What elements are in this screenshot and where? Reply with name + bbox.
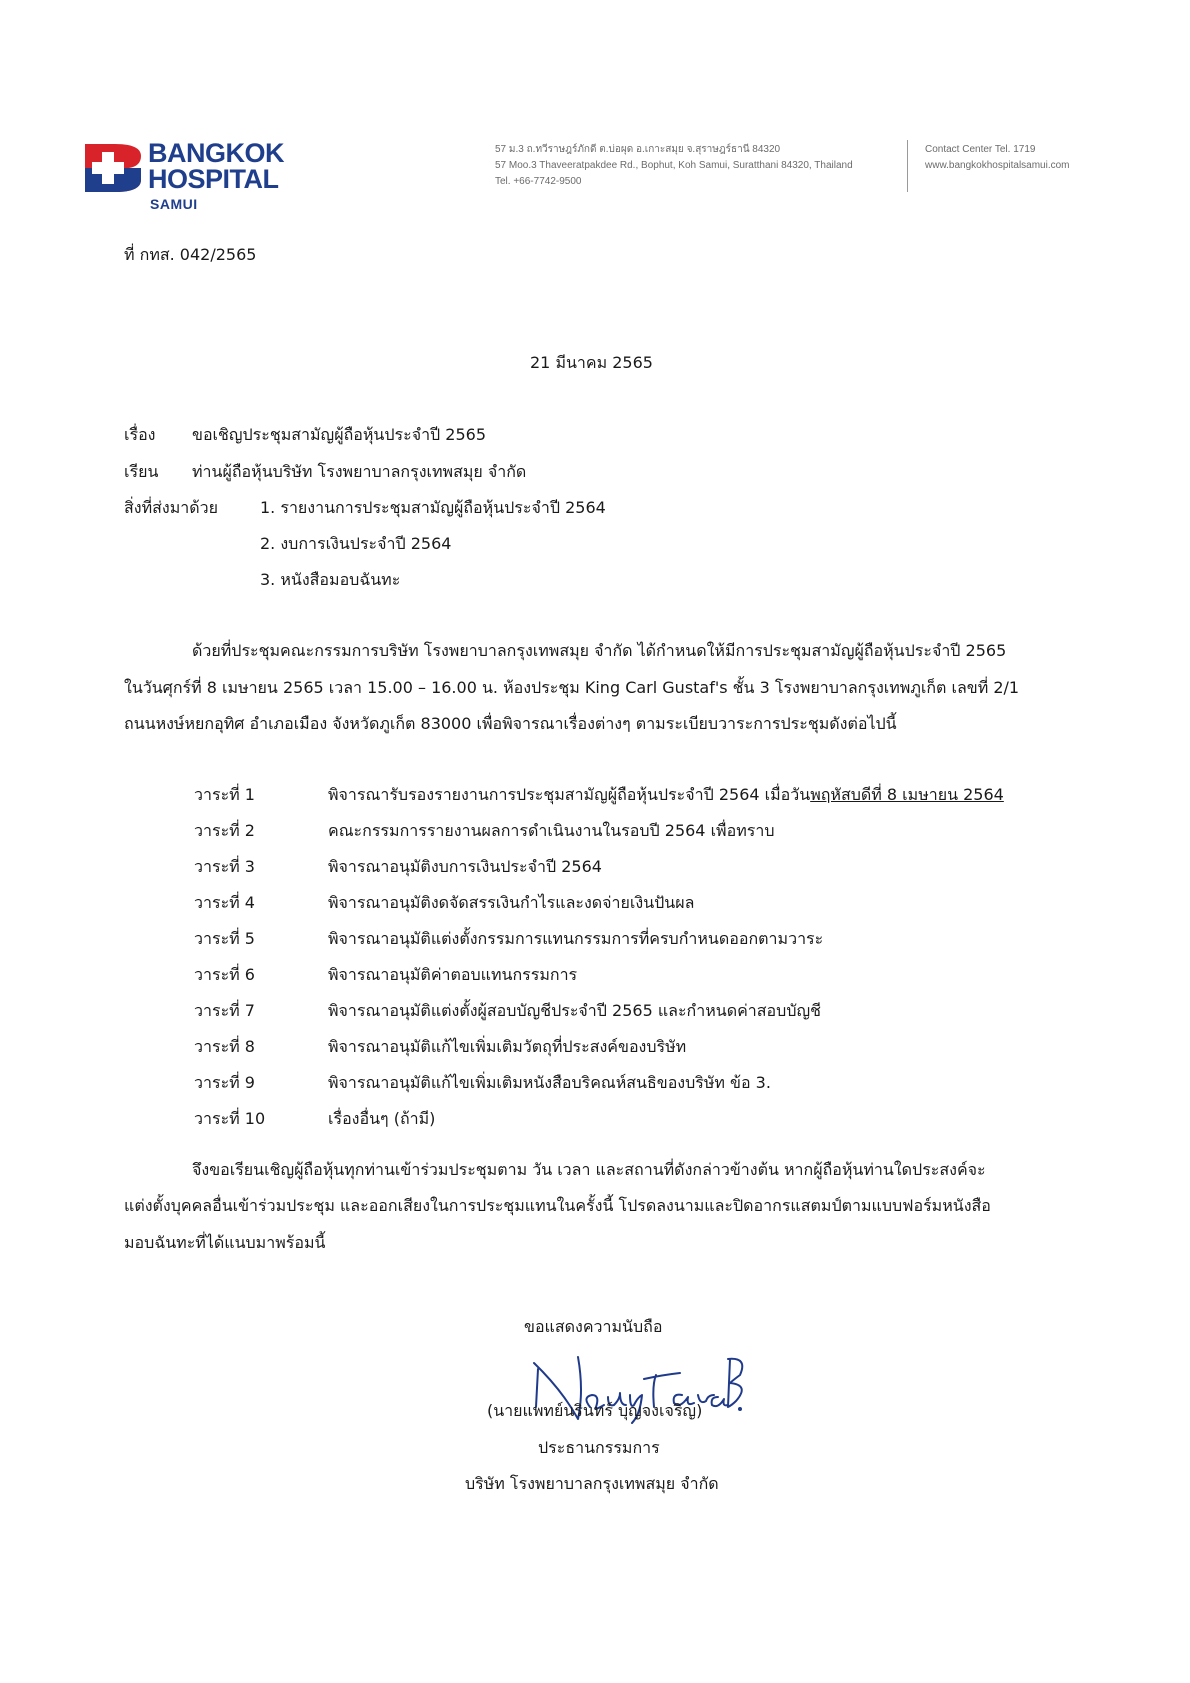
intro-line-3: ถนนหงษ์หยกอุทิศ อำเภอเมือง จังหวัดภูเก็ต 83000 เพื่อพิจารณาเรื่องต่างๆ ตามระเบียบวาระการประชุมดังต่อไปนี้ <box>124 714 897 733</box>
agenda-text: พิจารณาอนุมัติแก้ไขเพิ่มเติมวัตถุที่ประสงค์ของบริษัท <box>328 1037 687 1056</box>
agenda-text: พิจารณาอนุมัติงดจัดสรรเงินกำไรและงดจ่ายเงินปันผล <box>328 893 695 912</box>
contact-center: Contact Center Tel. 1719 <box>925 144 1036 155</box>
agenda-label: วาระที่ 3 <box>194 857 255 876</box>
agenda-text: พิจารณาอนุมัติแต่งตั้งกรรมการแทนกรรมการที่ครบกำหนดออกตามวาระ <box>328 929 824 948</box>
website: www.bangkokhospitalsamui.com <box>925 160 1070 171</box>
agenda-text <box>328 784 1004 806</box>
agenda-text: พิจารณาอนุมัติค่าตอบแทนกรรมการ <box>328 965 578 984</box>
agenda-text: พิจารณาอนุมัติแต่งตั้งผู้สอบบัญชีประจำปี 2565 และกำหนดค่าสอบบัญชี <box>328 1001 821 1020</box>
agenda-label: วาระที่ 1 <box>194 785 255 804</box>
letterhead-divider <box>907 140 908 192</box>
agenda-label: วาระที่ 2 <box>194 821 255 840</box>
subject-label: เรื่อง <box>124 425 156 444</box>
agenda-text: เรื่องอื่นๆ (ถ้ามี) <box>328 1109 436 1128</box>
closing-line-2: แต่งตั้งบุคคลอื่นเข้าร่วมประชุม และออกเสียงในการประชุมแทนในครั้งนี้ โปรดลงนามและปิดอากรแสตมป์ตามแบบฟอร์มหนังสือ <box>124 1196 991 1215</box>
address-thai: 57 ม.3 ถ.ทวีราษฎร์ภักดี ต.บ่อผุด อ.เกาะสมุย จ.สุราษฎร์ธานี 84320 <box>495 144 781 155</box>
enclosure-item-1: 1. รายงานการประชุมสามัญผู้ถือหุ้นประจำปี 2564 <box>260 498 606 517</box>
agenda-label: วาระที่ 8 <box>194 1037 255 1056</box>
brand-name-line2: HOSPITAL <box>148 164 279 194</box>
brand-name-line3: SAMUI <box>150 196 198 212</box>
letterhead-address <box>495 142 853 190</box>
signatory-name: (นายแพทย์นรินทร์ บุญจงเจริญ) <box>487 1401 703 1420</box>
agenda-label: วาระที่ 6 <box>194 965 255 984</box>
intro-line-1: ด้วยที่ประชุมคณะกรรมการบริษัท โรงพยาบาลกรุงเทพสมุย จำกัด ได้กำหนดให้มีการประชุมสามัญผู้ถือหุ้นประจำปี 2565 <box>192 641 1007 660</box>
brand-name-line1: BANGKOK <box>148 138 284 168</box>
agenda-text-main: พิจารณารับรองรายงานการประชุมสามัญผู้ถือหุ้นประจำปี 2564 เมื่อวัน <box>328 785 811 804</box>
agenda-text: พิจารณาอนุมัติงบการเงินประจำปี 2564 <box>328 857 602 876</box>
enclosure-item-2: 2. งบการเงินประจำปี 2564 <box>260 534 452 553</box>
reference-number: ที่ กทส. 042/2565 <box>124 245 257 264</box>
closing-greeting: ขอแสดงความนับถือ <box>524 1317 663 1336</box>
intro-line-2: ในวันศุกร์ที่ 8 เมษายน 2565 เวลา 15.00 – 16.00 น. ห้องประชุม King Carl Gustaf's ชั้น 3 โรงพยาบาลกรุงเทพภูเก็ต เลขที่ 2/1 <box>124 678 1020 697</box>
telephone: Tel. +66-7742-9500 <box>495 176 582 187</box>
recipient-value: ท่านผู้ถือหุ้นบริษัท โรงพยาบาลกรุงเทพสมุย จำกัด <box>192 462 527 481</box>
address-english: 57 Moo.3 Thaveeratpakdee Rd., Bophut, Koh Samui, Suratthani 84320, Thailand <box>495 160 853 171</box>
letter-date: 21 มีนาคม 2565 <box>530 353 653 372</box>
hospital-logo-icon <box>85 142 141 194</box>
agenda-text: พิจารณาอนุมัติแก้ไขเพิ่มเติมหนังสือบริคณห์สนธิของบริษัท ข้อ 3. <box>328 1073 771 1092</box>
agenda-label: วาระที่ 7 <box>194 1001 255 1020</box>
signatory-title: ประธานกรรมการ <box>538 1438 660 1457</box>
subject-value: ขอเชิญประชุมสามัญผู้ถือหุ้นประจำปี 2565 <box>192 425 487 444</box>
agenda-label: วาระที่ 9 <box>194 1073 255 1092</box>
agenda-text-underlined: พฤหัสบดีที่ 8 เมษายน 2564 <box>810 785 1004 804</box>
enclosure-item-3: 3. หนังสือมอบฉันทะ <box>260 570 401 589</box>
agenda-text: คณะกรรมการรายงานผลการดำเนินงานในรอบปี 2564 เพื่อทราบ <box>328 821 775 840</box>
signatory-company: บริษัท โรงพยาบาลกรุงเทพสมุย จำกัด <box>465 1474 719 1493</box>
agenda-label: วาระที่ 4 <box>194 893 255 912</box>
agenda-label: วาระที่ 5 <box>194 929 255 948</box>
recipient-label: เรียน <box>124 462 159 481</box>
closing-line-3: มอบฉันทะที่ได้แนบมาพร้อมนี้ <box>124 1233 326 1252</box>
agenda-label: วาระที่ 10 <box>194 1109 266 1128</box>
enclosures-label: สิ่งที่ส่งมาด้วย <box>124 498 218 517</box>
closing-line-1: จึงขอเรียนเชิญผู้ถือหุ้นทุกท่านเข้าร่วมประชุมตาม วัน เวลา และสถานที่ดังกล่าวข้างต้น หากผู้ถือหุ้นท่านใดประสงค์จะ <box>192 1160 986 1179</box>
letterhead-contact <box>925 142 1070 174</box>
